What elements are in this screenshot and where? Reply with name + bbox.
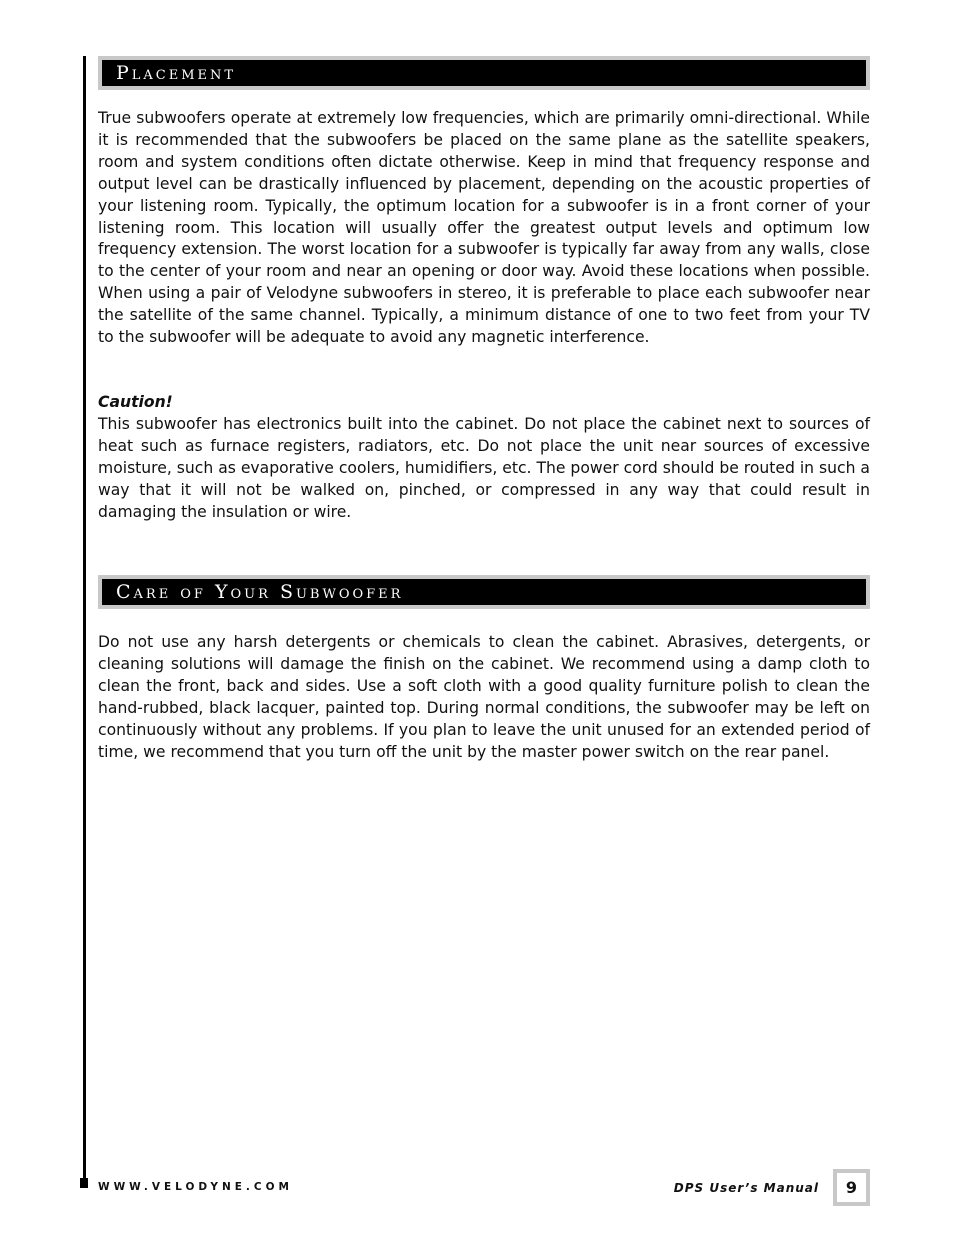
footer-manual-title: DPS User’s Manual: [673, 1181, 819, 1195]
care-section-header: [98, 575, 870, 609]
footer-website: WWW.VELODYNE.COM: [98, 1181, 294, 1193]
caution-label: Caution!: [98, 393, 173, 411]
page-number: 9: [837, 1173, 866, 1202]
placement-section-header: [98, 56, 870, 90]
placement-title: Placement: [116, 61, 237, 84]
care-title: Care of Your Subwoofer: [116, 580, 404, 603]
margin-rule: [83, 56, 86, 1186]
placement-body: True subwoofers operate at extremely low frequencies, which are primarily omni-directional. While it is recommended that the subwoofers be placed on the same plane as the satellite speakers, room and system conditions often dictate otherwise. Keep in mind that frequency response and output level can be drastically influenced by placement, depending on the acoustic properties of your listening room. Typically, the optimum location for a subwoofer is in a front corner of your listening room. This location will usually offer the greatest output levels and optimum low frequency extension. The worst location for a subwoofer is typically far away from any walls, close to the center of your room and near an opening or door way. Avoid these locations when possible. When using a pair of Velodyne subwoofers in stereo, it is preferable to place each subwoofer near the satellite of the same channel. Typically, a minimum distance of one to two feet from your TV to the subwoofer will be adequate to avoid any magnetic interference.: [98, 109, 870, 347]
margin-rule-marker: [80, 1178, 88, 1188]
care-body: Do not use any harsh detergents or chemicals to clean the cabinet. Abrasives, detergents, or cleaning solutions will damage the finish on the cabinet. We recommend using a damp cloth to clean the front, back and sides. Use a soft cloth with a good quality furniture polish to clean the hand-rubbed, black lacquer, painted top. During normal conditions, the subwoofer may be left on continuously without any problems. If you plan to leave the unit unused for an extended period of time, we recommend that you turn off the unit by the master power switch on the rear panel.: [98, 633, 870, 761]
caution-body: This subwoofer has electronics built into the cabinet. Do not place the cabinet next to sources of heat such as furnace registers, radiators, etc. Do not place the unit near sources of excessive moisture, such as evaporative coolers, humidifiers, etc. The power cord should be routed in such a way that it will not be walked on, pinched, or compressed in any way that could result in damaging the insulation or wire.: [98, 415, 870, 521]
page-number-box: [833, 1169, 870, 1206]
